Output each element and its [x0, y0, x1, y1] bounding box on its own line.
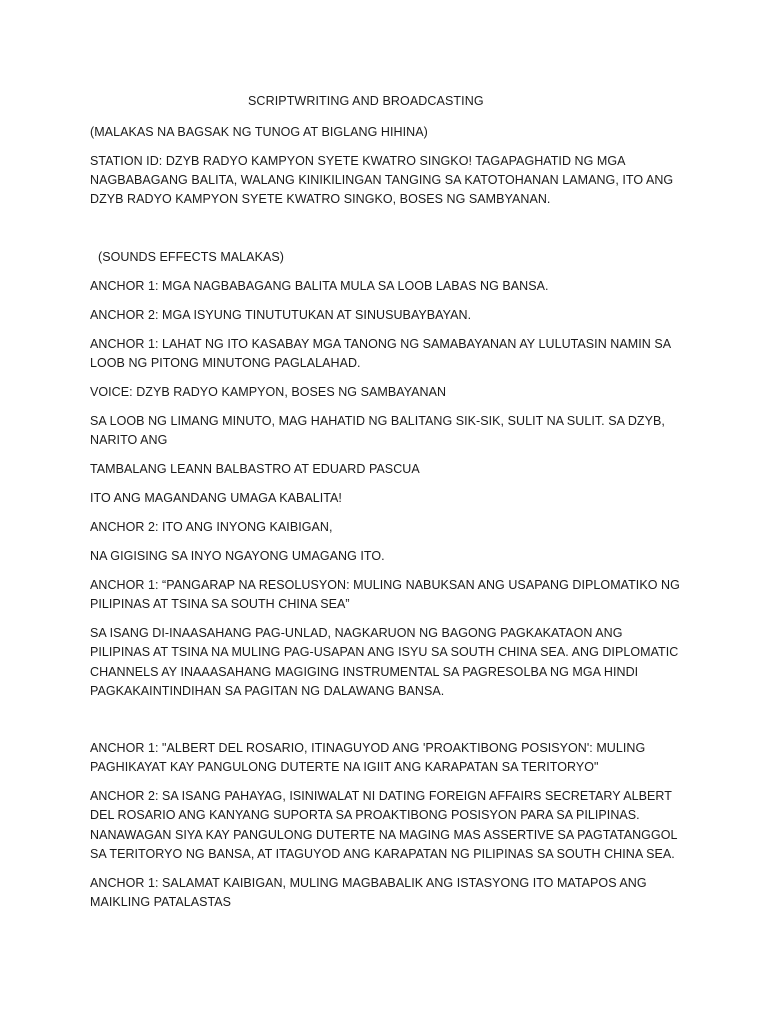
paragraph-sound-effects: (SOUNDS EFFECTS MALAKAS) — [98, 249, 284, 264]
document-title: SCRIPTWRITING AND BROADCASTING — [248, 94, 484, 108]
paragraph-script-line: SA LOOB NG LIMANG MINUTO, MAG HAHATID NG BALITANG SIK-SIK, SULIT NA SULIT. SA DZYB, NARITO ANG — [90, 413, 665, 448]
paragraph-script-line: TAMBALANG LEANN BALBASTRO AT EDUARD PASCUA — [90, 462, 420, 477]
paragraph-anchor-line: ANCHOR 2: ITO ANG INYONG KAIBIGAN, — [90, 520, 333, 535]
paragraph-headline: ANCHOR 1: “PANGARAP NA RESOLUSYON: MULING NABUKSAN ANG USAPANG DIPLOMATIKO NG PILIPINAS AT TSINA SA SOUTH CHINA SEA” — [90, 578, 680, 612]
paragraph-news-body: SA ISANG DI-INAASAHANG PAG-UNLAD, NAGKARUON NG BAGONG PAGKAKATAON ANG PILIPINAS AT TSINA NA MULING PAG-USAPAN ANG ISYU SA SOUTH CHINA SEA. ANG DIPLOMATIC CHANNELS AY INAAASAHANG MAGIGING INSTRUMENTAL SA PAGRESOLBA NG MGA HINDI PAGKAKAINTINDIHAN SA PAGITAN NG DALAWANG BANSA. — [90, 626, 679, 698]
paragraph-sound-cue-intro: (MALAKAS NA BAGSAK NG TUNOG AT BIGLANG HIHINA) — [90, 125, 428, 139]
paragraph-news-body: ANCHOR 2: SA ISANG PAHAYAG, ISINIWALAT NI DATING FOREIGN AFFAIRS SECRETARY ALBERT DEL ROSARIO ANG KANYANG SUPORTA SA PROAKTIBONG POSISYON PARA SA PILIPINAS. NANAWAGAN SIYA KAY PANGULONG DUTERTE NA MAGING MAS ASSERTIVE SA PAGTATANGGOL SA TERITORYO NG BANSA, AT ITAGUYOD ANG KARAPATAN NG PILIPINAS SA SOUTH CHINA SEA. — [90, 789, 678, 861]
paragraph-headline: ANCHOR 1: "ALBERT DEL ROSARIO, ITINAGUYOD ANG 'PROAKTIBONG POSISYON': MULING PAGHIKAYAT KAY PANGULONG DUTERTE NA IGIIT ANG KARAPATAN SA TERITORYO" — [90, 741, 646, 775]
paragraph-station-id: STATION ID: DZYB RADYO KAMPYON SYETE KWATRO SINGKO! TAGAPAGHATID NG MGA NAGBABAGANG BALITA, WALANG KINIKILINGAN TANGING SA KATOTOHANAN LAMANG, ITO ANG DZYB RADYO KAMPYON SYETE KWATRO SINGKO, BOSES NG SAMBYANAN. — [90, 154, 674, 207]
paragraph-script-line: ITO ANG MAGANDANG UMAGA KABALITA! — [90, 491, 342, 506]
paragraph-anchor-line: ANCHOR 1: MGA NAGBABAGANG BALITA MULA SA LOOB LABAS NG BANSA. — [90, 278, 549, 293]
script-body — [90, 123, 685, 922]
paragraph-script-line: NA GIGISING SA INYO NGAYONG UMAGANG ITO. — [90, 549, 385, 564]
paragraph-anchor-line: ANCHOR 2: MGA ISYUNG TINUTUTUKAN AT SINUSUBAYBAYAN. — [90, 307, 472, 322]
paragraph-voice-line: VOICE: DZYB RADYO KAMPYON, BOSES NG SAMBAYANAN — [90, 384, 447, 399]
paragraph-anchor-line: ANCHOR 1: LAHAT NG ITO KASABAY MGA TANONG NG SAMABAYANAN AY LULUTASIN NAMIN SA LOOB NG PITONG MINUTONG PAGLALAHAD. — [90, 336, 671, 370]
paragraph-closing: ANCHOR 1: SALAMAT KAIBIGAN, MULING MAGBABALIK ANG ISTASYONG ITO MATAPOS ANG MAIKLING PATALASTAS — [90, 875, 647, 910]
